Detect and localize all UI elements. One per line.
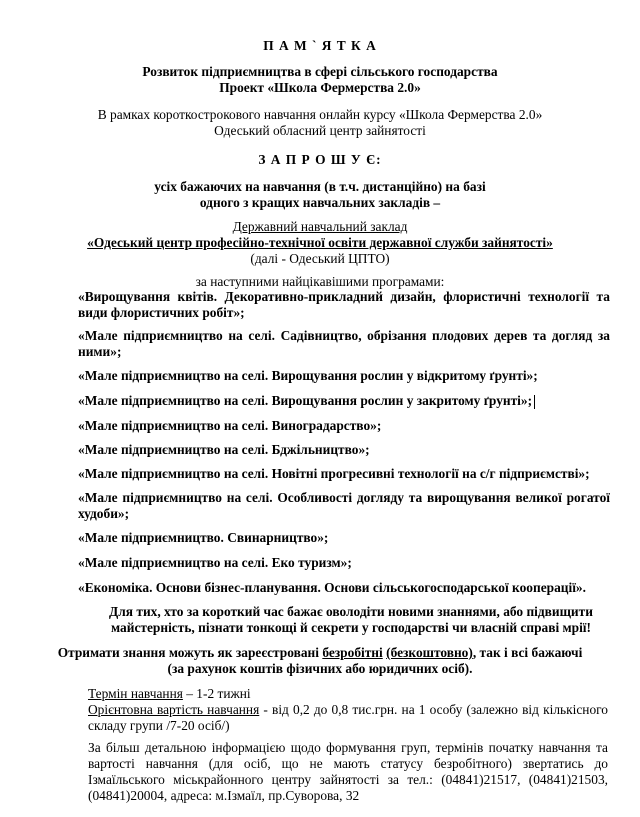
- intro-line-2: Одеський обласний центр зайнятості: [214, 123, 426, 138]
- duration-value: – 1-2 тижні: [182, 686, 251, 701]
- program-item: «Мале підприємництво на селі. Новітні прогресивні технології на с/г підприємстві»;: [78, 466, 590, 481]
- eligibility-line-1: Отримати знання можуть як зареєстровані безробітні (безкоштовно), так і всі бажаючі: [57, 645, 583, 660]
- subtitle-line-2: Проект «Школа Фермерства 2.0»: [219, 80, 421, 95]
- subtitle-line-1: Розвиток підприємництва в сфері сільського господарства: [142, 64, 498, 79]
- cost-line: [88, 702, 608, 734]
- program-item: «Мале підприємництво на селі. Вирощування рослин у закритому ґрунті»;: [78, 393, 610, 409]
- invite-line-2: одного з кращих навчальних закладів –: [199, 195, 441, 210]
- duration-label: Термін навчання: [88, 686, 183, 701]
- contacts-text: За більш детальною інформацією щодо формування груп, термінів початку навчання та вартості навчання (для осіб, що не мають статусу безробітного) звертатись до Ізмаїльського міськрайонного центру зайнятості за тел.: (04841)21517, (04841)21503, (04841)20004, адреса: м.Ізмаїл, пр.Суворова, 32: [88, 740, 608, 803]
- duration-line: [88, 686, 608, 702]
- cost-label: Орієнтовна вартість навчання: [88, 702, 260, 717]
- invite-line-1: усіх бажаючих на навчання (в т.ч. дистанційно) на базі: [154, 179, 486, 194]
- institution-abbrev: (далі - Одеський ЦПТО): [250, 251, 390, 266]
- program-item: «Економіка. Основи бізнес-планування. Основи сільськогосподарської кооперації».: [78, 580, 586, 595]
- institution-name-line-2: «Одеський центр професійно-технічної освіти державної служби зайнятості»: [87, 235, 553, 250]
- program-item: «Мале підприємництво на селі. Еко туризм»;: [78, 555, 352, 570]
- appeal-text: Для тих, хто за короткий час бажає оволодіти новими знаннями, або підвищити майстерність, пізнати тонкощі й секрети у господарстві чи власній справі мрії!: [109, 604, 593, 635]
- program-item: «Мале підприємництво на селі. Бджільництво»;: [78, 442, 370, 457]
- programs-intro: за наступними найцікавішими програмами:: [195, 274, 445, 289]
- cost-value: - від 0,2 до 0,8 тис.грн. на 1 особу (залежно від кількісного складу групи /7-20 осіб/): [88, 702, 609, 733]
- text-cursor: [534, 395, 535, 409]
- program-item: «Мале підприємництво. Свинарництво»;: [78, 530, 329, 545]
- invite-heading: З А П Р О Ш У Є:: [258, 152, 382, 167]
- institution-name-line-1: Державний навчальний заклад: [232, 219, 408, 234]
- unemployed-label: безробітні: [322, 645, 383, 660]
- program-item: «Вирощування квітів. Декоративно-прикладний дизайн, флористичні технології та види флористичних робіт»;: [78, 289, 610, 320]
- program-item: «Мале підприємництво на селі. Вирощування рослин у відкритому ґрунті»;: [78, 368, 538, 383]
- free-label: (безкоштовно): [386, 645, 473, 660]
- program-item: «Мале підприємництво на селі. Особливості догляду та вирощування великої рогатої худоби»;: [78, 490, 610, 521]
- document-title: П А М ` Я Т К А: [263, 38, 377, 53]
- program-item: «Мале підприємництво на селі. Виноградарство»;: [78, 418, 382, 433]
- program-item: «Мале підприємництво на селі. Садівництво, обрізання плодових дерев та догляд за ними»;: [78, 328, 610, 359]
- intro-line-1: В рамках короткострокового навчання онлайн курсу «Школа Фермерства 2.0»: [97, 107, 543, 122]
- eligibility-line-2: (за рахунок коштів фізичних або юридичних осіб).: [167, 661, 473, 676]
